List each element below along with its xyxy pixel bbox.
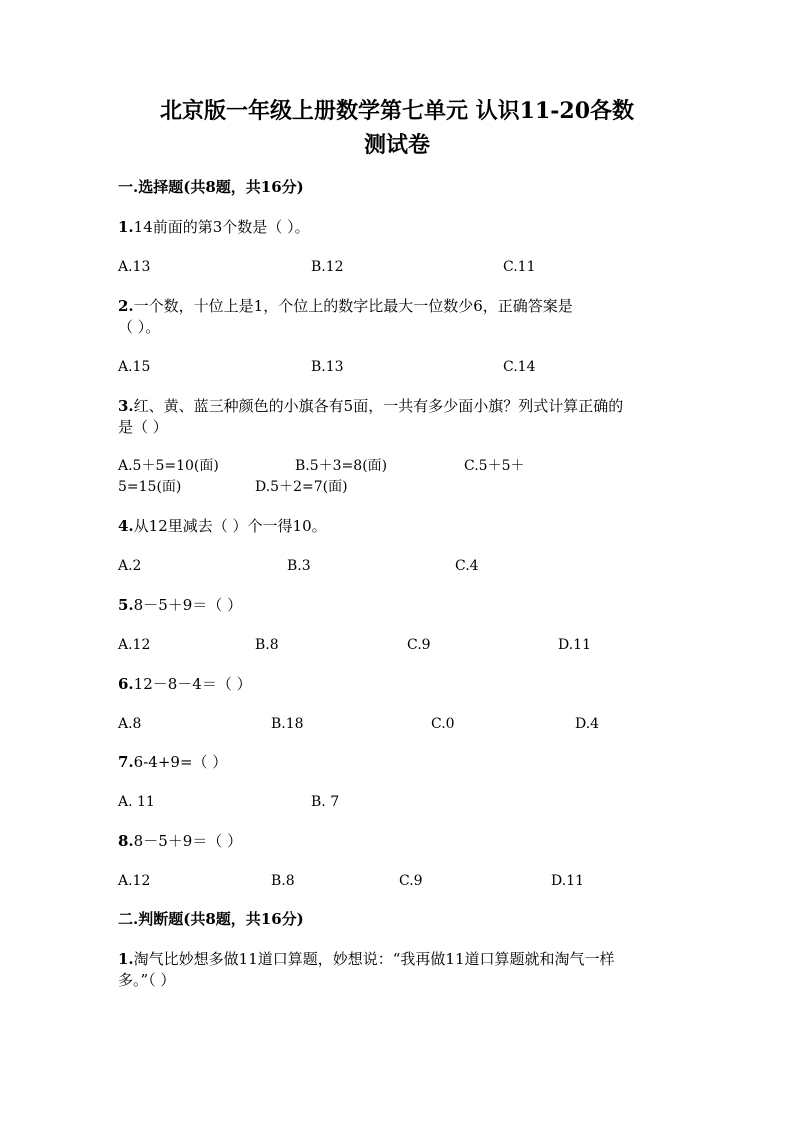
question-number: 5. <box>118 596 134 614</box>
question-text-continued: （ ）。 <box>118 318 161 336</box>
option-b: B.18 <box>271 716 304 732</box>
question-text-continued: 是（ ） <box>118 418 168 436</box>
option-c: C.5＋5＋ <box>464 458 525 474</box>
question-1 <box>118 217 310 238</box>
option-a: A.8 <box>118 716 142 732</box>
question-number: 8. <box>118 832 134 850</box>
question-3 <box>118 396 623 417</box>
judgement-question-1 <box>118 949 615 970</box>
option-b: B.12 <box>311 259 344 275</box>
option-a: A.12 <box>118 873 151 889</box>
option-b: B.5＋3=8(面) <box>295 458 388 474</box>
question-8 <box>118 831 242 852</box>
question-number: 2. <box>118 297 134 315</box>
option-d: D.4 <box>575 716 600 732</box>
option-d: D.11 <box>551 873 584 889</box>
question-text: 8－5＋9＝（ ） <box>133 832 243 850</box>
option-d: D.5＋2=7(面) <box>255 479 348 495</box>
question-text: 14前面的第3个数是（ ）。 <box>133 218 310 236</box>
question-number: 1. <box>118 950 134 968</box>
question-6 <box>118 674 252 695</box>
question-text-continued: 多。”（ ） <box>118 971 176 989</box>
question-5 <box>118 595 242 616</box>
option-c: C.9 <box>399 873 423 889</box>
option-b: B.8 <box>271 873 295 889</box>
option-c: C.11 <box>503 259 536 275</box>
question-2 <box>118 296 573 317</box>
question-text: 6-4+9=（ ） <box>133 753 228 771</box>
question-number: 6. <box>118 675 134 693</box>
option-a: A.15 <box>118 359 151 375</box>
question-number: 3. <box>118 397 134 415</box>
question-text: 从12里减去（ ）个一得10。 <box>133 517 327 535</box>
option-c: C.14 <box>503 359 536 375</box>
question-4 <box>118 516 327 537</box>
section-heading-judgement: 二.判断题(共8题，共16分) <box>118 910 304 928</box>
question-text: 红、黄、蓝三种颜色的小旗各有5面，一共有多少面小旗？列式计算正确的 <box>133 397 624 415</box>
option-c: C.0 <box>431 716 455 732</box>
question-7 <box>118 752 227 773</box>
question-number: 4. <box>118 517 134 535</box>
option-c: C.9 <box>407 637 431 653</box>
option-b: B.3 <box>287 558 311 574</box>
option-c: C.4 <box>455 558 479 574</box>
option-b: B.8 <box>255 637 279 653</box>
option-a: A.2 <box>118 558 142 574</box>
question-number: 1. <box>118 218 134 236</box>
option-d: D.11 <box>558 637 591 653</box>
question-text: 一个数，十位上是1，个位上的数字比最大一位数少6，正确答案是 <box>133 297 573 315</box>
option-a: A.12 <box>118 637 151 653</box>
option-c-continued: 5=15(面) <box>118 479 182 495</box>
option-b: B.13 <box>311 359 344 375</box>
question-text: 12－8－4＝（ ） <box>133 675 252 693</box>
option-a: A.13 <box>118 259 151 275</box>
option-a: A.5＋5=10(面) <box>118 458 219 474</box>
option-b: B. 7 <box>311 794 340 810</box>
section-heading-choice: 一.选择题(共8题，共16分) <box>118 178 304 196</box>
question-number: 7. <box>118 753 134 771</box>
page-title-line-2: 测试卷 <box>363 132 430 158</box>
page-title-line-1: 北京版一年级上册数学第七单元 认识11-20各数 <box>159 98 635 124</box>
question-text: 淘气比妙想多做11道口算题，妙想说：“我再做11道口算题就和淘气一样 <box>133 950 615 968</box>
option-a: A. 11 <box>118 794 155 810</box>
question-text: 8－5＋9＝（ ） <box>133 596 243 614</box>
